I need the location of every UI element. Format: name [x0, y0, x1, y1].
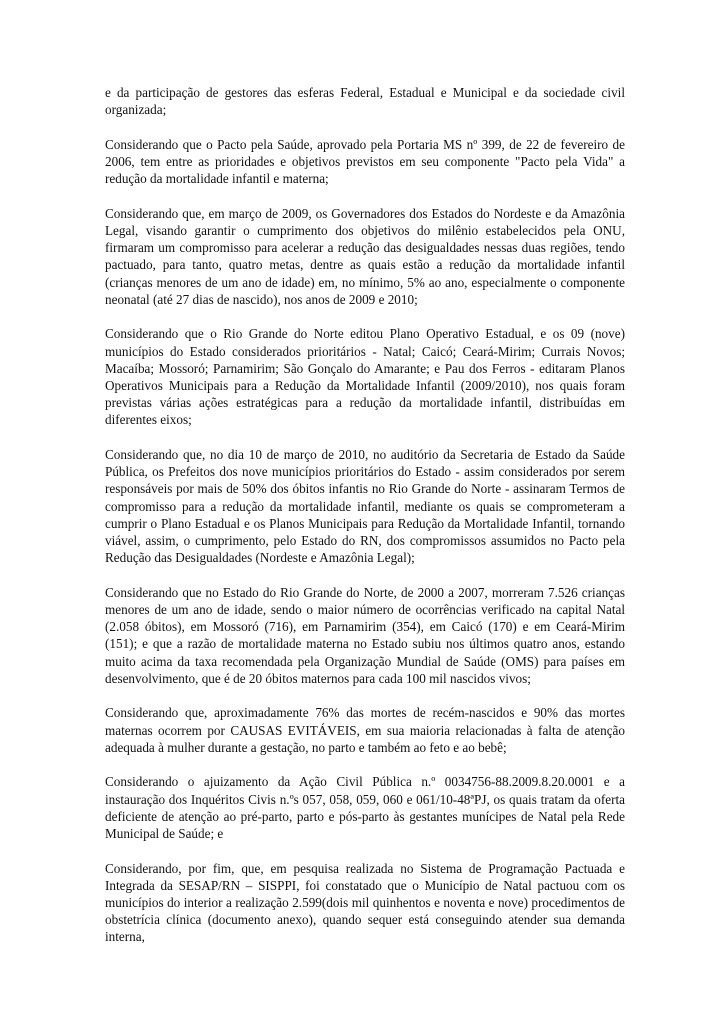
paragraph-causas-evitaveis: Considerando que, aproximadamente 76% das mortes de recém-nascidos e 90% das mortes maternas ocorrem por CAUSAS EVITÁVEIS, em sua maioria relacionadas à falta de atenção adequada à mulher durante a gestação, no parto e também ao feto e ao bebê;	[105, 705, 625, 755]
paragraph-pacto-pela-saude: Considerando que o Pacto pela Saúde, aprovado pela Portaria MS nº 399, de 22 de fevereiro de 2006, tem entre as prioridades e objetivos previstos em seu componente "Pacto pela Vida" a redução da mortalidade infantil e materna;	[105, 136, 625, 187]
paragraph-participacao: e da participação de gestores das esferas Federal, Estadual e Municipal e da sociedade civil organizada;	[105, 85, 625, 118]
paragraph-acao-civil-publica: Considerando o ajuizamento da Ação Civil Pública n.º 0034756-88.2009.8.20.0001 e a instauração dos Inquéritos Civis n.ºs 057, 058, 059, 060 e 061/10-48ªPJ, os quais tratam da oferta deficiente de atenção ao pré-parto, parto e pós-parto às gestantes munícipes de Natal pela Rede Municipal de Saúde; e	[105, 774, 625, 842]
document-page	[105, 84, 625, 946]
paragraph-sisppi: Considerando, por fim, que, em pesquisa realizada no Sistema de Programação Pactuada e Integrada da SESAP/RN – SISPPI, foi constatado que o Município de Natal pactuou com os municípios do interior a realização 2.599(dois mil quinhentos e noventa e nove) procedimentos de obstetrícia clínica (documento anexo), quando sequer está conseguindo atender sua demanda interna,	[105, 860, 625, 945]
paragraph-governadores-nordeste: Considerando que, em março de 2009, os Governadores dos Estados do Nordeste e da Amazônia Legal, visando garantir o cumprimento dos objetivos do milênio estabelecidos pela ONU, firmaram um compromisso para acelerar a redução das desigualdades nessas duas regiões, tendo pactuado, para tanto, quatro metas, dentre as quais estão a redução da mortalidade infantil (crianças menores de um ano de idade) em, no mínimo, 5% ao ano, especialmente o componente neonatal (até 27 dias de nascido), nos anos de 2009 e 2010;	[105, 205, 625, 307]
paragraph-obitos-estado: Considerando que no Estado do Rio Grande do Norte, de 2000 a 2007, morreram 7.526 crianças menores de um ano de idade, sendo o maior número de ocorrências verificado na capital Natal (2.058 óbitos), em Mossoró (716), em Parnamirim (354), em Caicó (170) e em Ceará-Mirim (151); e que a razão de mortalidade materna no Estado subiu nos últimos quatro anos, estando muito acima da taxa recomendada pela Organização Mundial de Saúde (OMS) para países em desenvolvimento, que é de 20 óbitos maternos para cada 100 mil nascidos vivos;	[105, 584, 625, 686]
paragraph-termos-compromisso: Considerando que, no dia 10 de março de 2010, no auditório da Secretaria de Estado da Saúde Pública, os Prefeitos dos nove municípios prioritários do Estado - assim considerados por serem responsáveis por mais de 50% dos óbitos infantis no Rio Grande do Norte - assinaram Termos de compromisso para a redução da mortalidade infantil, mediante os quais se comprometeram a cumprir o Plano Estadual e os Planos Municipais para Redução da Mortalidade Infantil, tornando viável, assim, o cumprimento, pelo Estado do RN, dos compromissos assumidos no Pacto pela Redução das Desigualdades (Nordeste e Amazônia Legal);	[105, 447, 625, 566]
paragraph-plano-operativo: Considerando que o Rio Grande do Norte editou Plano Operativo Estadual, e os 09 (nove) municípios do Estado considerados prioritários - Natal; Caicó; Ceará-Mirim; Currais Novos; Macaíba; Mossoró; Parnamirim; São Gonçalo do Amarante; e Pau dos Ferros - editaram Planos Operativos Municipais para a Redução da Mortalidade Infantil (2009/2010), nos quais foram previstas várias ações estratégicas para a redução da mortalidade infantil, distribuídas em diferentes eixos;	[105, 326, 625, 428]
